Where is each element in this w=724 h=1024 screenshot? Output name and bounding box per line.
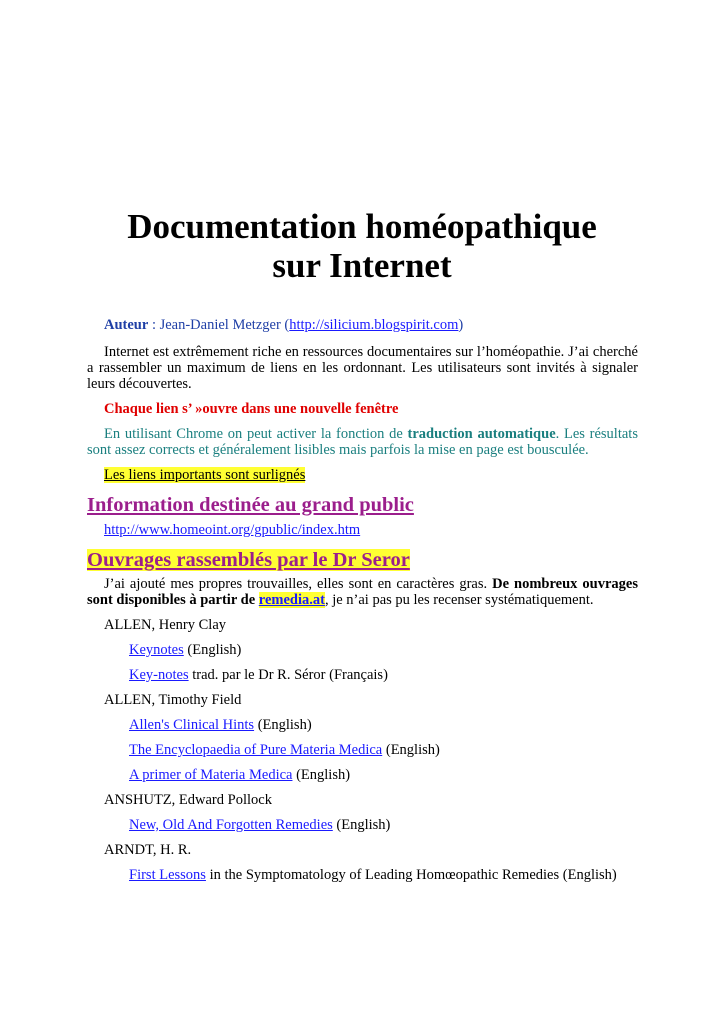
- seror-intro-bold: De nombreux ouvrages sont disponibles à partir de: [87, 576, 638, 608]
- title-line-1: Documentation homéopathique: [127, 207, 597, 246]
- book-link-encyclopaedia[interactable]: The Encyclopaedia of Pure Materia Medica: [129, 742, 383, 758]
- book-entry: [87, 717, 638, 733]
- book-note: (English): [254, 717, 312, 733]
- page-title: [60, 207, 664, 285]
- title-line-2: sur Internet: [272, 246, 452, 285]
- document-body: [87, 317, 638, 883]
- book-entry: [87, 642, 638, 658]
- author-blog-link[interactable]: http://silicium.blogspirit.com: [289, 317, 459, 333]
- book-link-key-notes[interactable]: Key-notes: [129, 667, 189, 683]
- book-entry: [87, 767, 638, 783]
- section-heading-seror-text: Ouvrages rassemblés par le Dr Seror: [87, 549, 410, 571]
- author-separator: :: [148, 317, 160, 333]
- remedia-link[interactable]: remedia.at: [258, 592, 325, 608]
- highlight-note-text: Les liens importants sont surlignés: [104, 467, 306, 483]
- public-link-line: [87, 522, 638, 538]
- seror-intro-before: J’ai ajouté mes propres trouvailles, elles sont en caractères gras.: [104, 576, 493, 592]
- book-note: (English): [292, 767, 351, 783]
- author-entry-allen-hc: ALLEN, Henry Clay: [104, 617, 227, 633]
- translation-after: . Les résultats sont assez corrects et généralement lisibles mais parfois la mise en page est bousculée.: [87, 426, 638, 458]
- highlight-note: [87, 467, 638, 483]
- public-info-link[interactable]: http://www.homeoint.org/gpublic/index.htm: [104, 522, 361, 538]
- book-link-clinical-hints[interactable]: Allen's Clinical Hints: [129, 717, 255, 733]
- book-link-new-old-forgotten[interactable]: New, Old And Forgotten Remedies: [129, 817, 333, 833]
- author-name: Jean-Daniel Metzger (: [159, 317, 290, 333]
- translation-bold: traduction automatique: [407, 426, 556, 442]
- book-note: (English): [332, 817, 391, 833]
- new-window-note-text: Chaque lien s’ »ouvre dans une nouvelle fenêtre: [104, 401, 399, 417]
- translation-paragraph: [87, 426, 638, 458]
- author-entry-anshutz: ANSHUTZ, Edward Pollock: [104, 792, 272, 808]
- book-link-primer[interactable]: A primer of Materia Medica: [129, 767, 293, 783]
- book-note: (English): [382, 742, 440, 758]
- seror-intro-after: , je n’ai pas pu les recenser systématiquement.: [324, 592, 594, 608]
- book-entry: [87, 667, 638, 683]
- seror-intro: [87, 576, 638, 608]
- book-entry: [87, 867, 638, 883]
- book-link-first-lessons[interactable]: First Lessons: [129, 867, 206, 883]
- section-heading-public: Information destinée au grand public: [87, 494, 414, 516]
- book-entry: [87, 817, 638, 833]
- intro-paragraph: Internet est extrêmement riche en ressources documentaires sur l’homéopathie. J’ai cherché a rassembler un maximum de liens en les ordonnant. Les utilisateurs sont invités à signaler leurs découvertes.: [87, 344, 638, 392]
- book-entry: [87, 742, 638, 758]
- book-link-keynotes[interactable]: Keynotes: [129, 642, 184, 658]
- book-note: in the Symptomatology of Leading Homœopathic Remedies (English): [205, 867, 617, 883]
- author-entry-allen-tf: ALLEN, Timothy Field: [104, 692, 242, 708]
- author-line: [87, 317, 638, 333]
- author-entry-arndt: ARNDT, H. R.: [104, 842, 192, 858]
- new-window-note: [87, 401, 638, 417]
- book-note: trad. par le Dr R. Séror (Français): [188, 667, 388, 683]
- section-heading-seror: [87, 548, 638, 572]
- author-close: ): [458, 317, 464, 333]
- translation-before: En utilisant Chrome on peut activer la fonction de: [104, 426, 408, 442]
- author-label: Auteur: [104, 317, 149, 333]
- book-note: (English): [183, 642, 242, 658]
